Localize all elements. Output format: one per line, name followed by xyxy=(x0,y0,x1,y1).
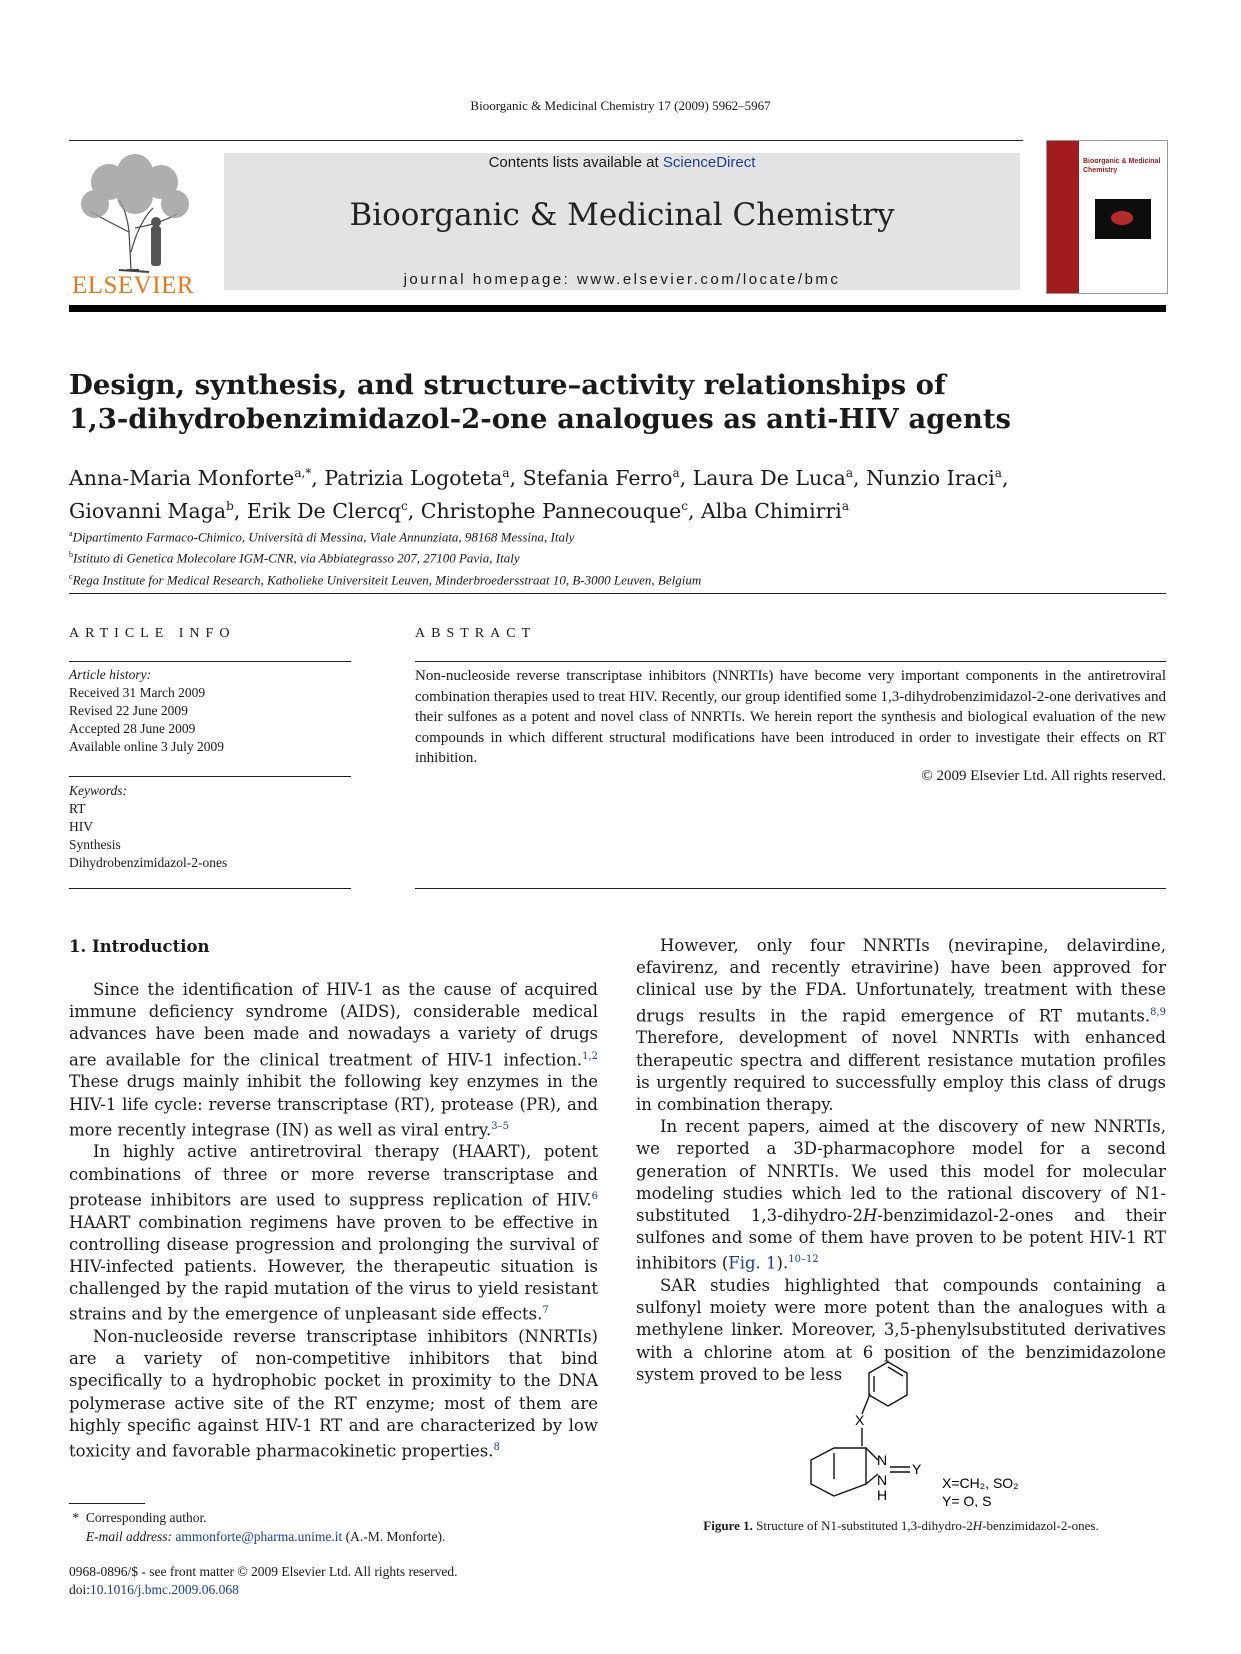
keywords-label: Keywords: xyxy=(69,783,127,798)
paragraph: Non-nucleoside reverse transcriptase inhibitors (NNRTIs) are a variety of non-competitive inhibitors that bind specifically to a hydrophobic pocket in proximity to the DNA polymerase active site of the RT enzyme; most of them are highly specific against HIV-1 RT and are characterized by low toxicity and favorable pharmacokinetic properties.$^8$ xyxy=(69,1327,598,1461)
abstract-heading: ABSTRACT xyxy=(415,626,537,641)
structure-bonds xyxy=(810,1362,910,1496)
keyword: Synthesis xyxy=(69,837,121,852)
abstract-copyright: © 2009 Elsevier Ltd. All rights reserved. xyxy=(921,768,1166,784)
article-history xyxy=(69,666,351,756)
keyword: RT xyxy=(69,801,86,816)
label-h: H xyxy=(877,1487,888,1503)
affiliations xyxy=(69,525,1166,589)
affiliation: $^b$Istituto di Genetica Molecolare IGM-CNR, via Abbiategrasso 207, 27100 Pavia, Italy xyxy=(69,550,520,566)
history-label: Article history: xyxy=(69,667,152,682)
keyword: HIV xyxy=(69,819,93,834)
keywords-rule xyxy=(69,776,351,777)
author: Nunzio Iraci$^a$, xyxy=(866,465,1009,490)
author: Stefania Ferro$^a$, xyxy=(522,465,693,490)
paragraph: However, only four NNRTIs (nevirapine, delavirdine, efavirenz, and recently etravirine) have been approved for clinical use by the FDA. Unfortunately, treatment with these drugs results in the rapid emergence of RT mutants.$^{8,9}$ Therefore, development of novel NNRTIs with enhanced therapeutic spectra and different resistance mutation profiles is urgently required to successfully employ this class of drugs in combination therapy. xyxy=(636,936,1166,1114)
label-x: X xyxy=(855,1412,865,1428)
citation[interactable]: 1,2 xyxy=(582,1050,598,1062)
article-info-bottom-rule xyxy=(69,888,351,889)
citation[interactable]: 10–12 xyxy=(788,1254,819,1266)
article-info-rule xyxy=(69,661,351,662)
elsevier-tree-logo xyxy=(69,152,197,292)
footnote-rule xyxy=(69,1503,145,1504)
citation[interactable]: 7 xyxy=(542,1305,549,1317)
authors-line-2 xyxy=(69,492,1166,525)
abstract-text: Non-nucleoside reverse transcriptase inhibitors (NNRTIs) have become very important components in the antiretroviral combination therapies used to treat HIV. Recently, our group identified some 1,3-dihydrobenzimidazol-2-one derivatives and their sulfones as a potent and novel class of NNRTIs. We herein report the synthesis and biological evaluation of the new compounds in which different structural modifications have been introduced in order to investigate their effects on RT inhibition. xyxy=(415,668,1166,766)
title-line-2: 1,3-dihydrobenzimidazol-2-one analogues as anti-HIV agents xyxy=(69,403,1012,435)
history-online: Available online 3 July 2009 xyxy=(69,739,224,754)
title-line-1: Design, synthesis, and structure–activity relationships of xyxy=(69,369,946,401)
label-y: Y xyxy=(912,1461,922,1477)
paragraph: Since the identification of HIV-1 as the cause of acquired immune deficiency syndrome (AIDS), considerable medical advances have been made and nowadays a variety of drugs are available for the clinical treatment of HIV-1 infection.$^{1,2}$ These drugs mainly inhibit the following key enzymes in the HIV-1 life cycle: reverse transcriptase (RT), protease (PR), and more recently integrase (IN) as well as viral entry.$^{3-5}$ xyxy=(69,980,598,1140)
keyword: Dihydrobenzimidazol-2-ones xyxy=(69,855,228,870)
keywords xyxy=(69,782,351,872)
doi-link[interactable]: 10.1016/j.bmc.2009.06.068 xyxy=(90,1582,239,1597)
legend-x: X=CH₂, SO₂ xyxy=(942,1475,1019,1491)
citation[interactable]: 8,9 xyxy=(1150,1006,1166,1018)
header-rule xyxy=(69,140,1023,141)
article-info-heading: ARTICLE INFO xyxy=(69,626,236,641)
cover-title: Bioorganic & Medicinal Chemistry xyxy=(1083,158,1161,174)
affiliation: $^a$Dipartimento Farmaco-Chimico, Università di Messina, Viale Annunziata, 98168 Messina, Italy xyxy=(69,529,575,545)
affiliation-rule xyxy=(69,593,1166,594)
history-revised: Revised 22 June 2009 xyxy=(69,703,188,718)
cover-image xyxy=(1095,199,1151,239)
authors-line-1 xyxy=(69,459,1166,492)
author: Patrizia Logoteta$^a$, xyxy=(324,465,523,490)
chemical-structure-figure xyxy=(810,1342,1040,1507)
abstract-rule xyxy=(415,661,1166,662)
journal-reference: Bioorganic & Medicinal Chemistry 17 (2009) 5962–5967 xyxy=(470,98,771,113)
citation[interactable]: 6 xyxy=(591,1190,598,1202)
abstract-bottom-rule xyxy=(415,888,1166,889)
issn-line: 0968-0896/$ - see front matter © 2009 Elsevier Ltd. All rights reserved. xyxy=(69,1564,458,1579)
legend-y: Y= O, S xyxy=(942,1493,992,1507)
citation[interactable]: 8 xyxy=(493,1442,500,1454)
journal-cover-thumbnail xyxy=(1046,140,1168,294)
paragraph: In highly active antiretroviral therapy (HAART), potent combinations of three or more reverse transcriptase and protease inhibitors are used to suppress replication of HIV.$^6$ HAART combination regimens have proven to be effective in controlling disease progression and prolonging the survival of HIV-infected patients. However, the therapeutic situation is challenged by the rapid mutation of the virus to yield resistant strains and by the emergence of unpleasant side effects.$^7$ xyxy=(69,1142,598,1324)
elsevier-wordmark: ELSEVIER xyxy=(71,272,195,299)
footnote xyxy=(69,1508,629,1546)
caption-label: Figure 1. xyxy=(703,1518,753,1533)
paragraph: In recent papers, aimed at the discovery of new NNRTIs, we reported a 3D-pharmacophore model for a second generation of NNRTIs. We used this model for molecular modeling studies which led to the rational discovery of N1-substituted 1,3-dihydro-2H-benzimidazol-2-ones and their sulfones and some of them have proven to be potent HIV-1 RT inhibitors (Fig. 1).$^{10-12}$ xyxy=(636,1117,1166,1273)
journal-name: Bioorganic & Medicinal Chemistry xyxy=(349,197,895,233)
paragraph: SAR studies highlighted that compounds containing a sulfonyl moiety were more potent than the analogues with a methylene linker. Moreover, 3,5-phenylsubstituted derivatives with a chlorine atom at 6 position of the benzimidazolone system proved to be less xyxy=(636,1276,1166,1384)
front-matter xyxy=(69,1563,629,1599)
author: Laura De Luca$^a$, xyxy=(692,465,867,490)
author: Christophe Pannecouque$^c$, xyxy=(420,498,701,523)
doi-line: doi:10.1016/j.bmc.2009.06.068 xyxy=(69,1582,239,1597)
label-n1: N xyxy=(877,1452,888,1468)
author: Alba Chimirri$^a$ xyxy=(700,498,849,523)
header-thick-rule xyxy=(69,305,1166,312)
section-heading-introduction: 1. Introduction xyxy=(69,937,210,956)
right-column xyxy=(636,935,1166,1386)
label-n3: N xyxy=(877,1472,888,1488)
author: Anna-Maria Monforte$^{a,*}$, xyxy=(69,465,325,490)
contents-available-line xyxy=(224,154,1020,171)
cover-strip xyxy=(1047,141,1079,293)
email-link[interactable]: ammonforte@pharma.unime.it xyxy=(175,1529,343,1544)
article-title xyxy=(69,368,1166,436)
affiliation: $^c$Rega Institute for Medical Research, Katholieke Universiteit Leuven, Minderbroedersstraat 10, B-3000 Leuven, Belgium xyxy=(69,571,702,587)
contents-prefix: Contents lists available at xyxy=(488,154,663,171)
author: Erik De Clercq$^c$, xyxy=(246,498,421,523)
journal-homepage[interactable]: journal homepage: www.elsevier.com/locate/bmc xyxy=(403,271,841,288)
history-accepted: Accepted 28 June 2009 xyxy=(69,721,196,736)
figure-link[interactable]: Fig. 1 xyxy=(728,1253,777,1273)
citation[interactable]: 3–5 xyxy=(491,1120,510,1132)
figure-caption: Figure 1. Structure of N1-substituted 1,3-dihydro-2H-benzimidazol-2-ones. xyxy=(703,1518,1099,1533)
corresponding-author: * Corresponding author. xyxy=(72,1510,207,1525)
author: Giovanni Maga$^b$, xyxy=(69,498,247,523)
left-column xyxy=(69,979,598,1463)
email-line: E-mail address: ammonforte@pharma.unime.it (A.-M. Monforte). xyxy=(85,1529,446,1544)
history-received: Received 31 March 2009 xyxy=(69,685,206,700)
author-list xyxy=(69,459,1166,525)
sciencedirect-link[interactable]: ScienceDirect xyxy=(662,154,756,171)
